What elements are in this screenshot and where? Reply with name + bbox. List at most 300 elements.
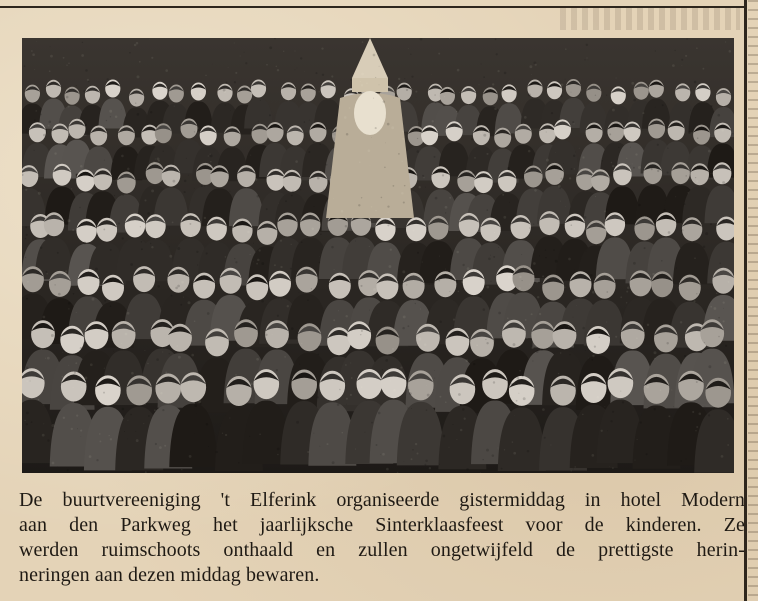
- halftone-dot: [383, 221, 385, 223]
- halftone-dot: [147, 212, 150, 215]
- halftone-dot: [30, 380, 31, 381]
- halftone-dot: [49, 70, 51, 72]
- halftone-dot: [301, 241, 303, 243]
- halftone-dot: [175, 287, 178, 290]
- halftone-dot: [277, 454, 279, 456]
- halftone-dot: [597, 396, 600, 399]
- halftone-dot: [557, 94, 558, 95]
- halftone-dot: [273, 280, 274, 281]
- halftone-dot: [235, 374, 236, 375]
- halftone-dot: [312, 290, 313, 291]
- halftone-dot: [453, 325, 454, 326]
- halftone-dot: [620, 296, 622, 298]
- halftone-dot: [68, 365, 69, 366]
- halftone-dot: [426, 385, 427, 386]
- halftone-dot: [535, 64, 537, 66]
- halftone-dot: [141, 241, 143, 243]
- halftone-dot: [117, 328, 118, 329]
- halftone-dot: [225, 256, 227, 258]
- halftone-dot: [423, 177, 424, 178]
- halftone-dot: [118, 222, 120, 224]
- halftone-dot: [99, 281, 100, 282]
- halftone-dot: [50, 55, 53, 58]
- halftone-dot: [314, 206, 315, 207]
- halftone-dot: [654, 358, 656, 360]
- halftone-dot: [40, 114, 42, 116]
- halftone-dot: [144, 199, 146, 201]
- halftone-dot: [427, 394, 430, 397]
- halftone-dot: [377, 313, 378, 314]
- halftone-dot: [476, 337, 478, 339]
- halftone-dot: [473, 363, 475, 365]
- halftone-dot: [191, 354, 194, 357]
- halftone-dot: [210, 161, 212, 163]
- halftone-dot: [684, 203, 686, 205]
- halftone-dot: [95, 268, 98, 271]
- halftone-dot: [456, 439, 457, 440]
- halftone-dot: [368, 149, 371, 152]
- halftone-dot: [67, 469, 69, 471]
- halftone-dot: [235, 128, 237, 130]
- halftone-dot: [90, 363, 93, 366]
- halftone-dot: [159, 446, 162, 449]
- halftone-dot: [156, 358, 159, 361]
- halftone-dot: [490, 255, 491, 256]
- halftone-dot: [375, 444, 377, 446]
- halftone-dot: [542, 408, 545, 411]
- halftone-dot: [284, 356, 286, 358]
- halftone-dot: [69, 89, 71, 91]
- halftone-dot: [551, 112, 553, 114]
- halftone-dot: [361, 84, 363, 86]
- halftone-dot: [65, 270, 67, 272]
- halftone-dot: [26, 234, 28, 236]
- halftone-dot: [80, 165, 83, 168]
- halftone-dot: [413, 229, 415, 231]
- halftone-dot: [77, 353, 79, 355]
- halftone-dot: [533, 262, 536, 265]
- halftone-dot: [429, 284, 430, 285]
- halftone-dot: [618, 147, 619, 148]
- halftone-dot: [725, 345, 727, 347]
- halftone-dot: [122, 408, 125, 411]
- halftone-dot: [274, 370, 275, 371]
- halftone-dot: [63, 57, 65, 59]
- halftone-dot: [24, 420, 25, 421]
- halftone-dot: [250, 383, 253, 386]
- halftone-dot: [317, 396, 319, 398]
- halftone-dot: [420, 327, 421, 328]
- halftone-dot: [53, 169, 56, 172]
- halftone-dot: [636, 337, 638, 339]
- halftone-dot: [85, 69, 88, 72]
- halftone-dot: [384, 167, 386, 169]
- halftone-dot: [234, 258, 235, 259]
- halftone-dot: [40, 348, 42, 350]
- halftone-dot: [402, 130, 404, 132]
- halftone-dot: [155, 443, 157, 445]
- halftone-dot: [568, 258, 571, 261]
- halftone-dot: [608, 376, 609, 377]
- halftone-dot: [531, 313, 533, 315]
- halftone-dot: [319, 256, 320, 257]
- halftone-dot: [637, 439, 638, 440]
- halftone-dot: [548, 125, 550, 127]
- halftone-dot: [696, 426, 698, 428]
- halftone-dot: [594, 346, 596, 348]
- halftone-dot: [66, 96, 69, 99]
- halftone-dot: [122, 195, 124, 197]
- halftone-dot: [595, 95, 596, 96]
- halftone-dot: [439, 464, 440, 465]
- halftone-dot: [553, 249, 555, 251]
- halftone-dot: [360, 334, 361, 335]
- halftone-dot: [558, 185, 561, 188]
- halftone-dot: [103, 392, 105, 394]
- halftone-dot: [169, 246, 170, 247]
- halftone-dot: [134, 44, 137, 47]
- halftone-dot: [298, 292, 299, 293]
- halftone-dot: [586, 57, 587, 58]
- halftone-dot: [516, 377, 519, 380]
- halftone-dot: [137, 113, 140, 116]
- halftone-dot: [526, 378, 527, 379]
- halftone-dot: [87, 79, 89, 81]
- halftone-dot: [186, 158, 187, 159]
- halftone-dot: [513, 452, 516, 455]
- photo-caption: [5, 488, 745, 588]
- halftone-dot: [429, 467, 431, 469]
- halftone-dot: [344, 116, 347, 119]
- halftone-dot: [722, 219, 725, 222]
- halftone-dot: [136, 439, 139, 442]
- halftone-dot: [359, 161, 361, 163]
- halftone-dot: [626, 158, 627, 159]
- halftone-dot: [34, 69, 35, 70]
- halftone-dot: [27, 122, 28, 123]
- halftone-dot: [493, 381, 495, 383]
- halftone-dot: [194, 188, 195, 189]
- halftone-dot: [277, 315, 279, 317]
- halftone-dot: [676, 267, 677, 268]
- halftone-dot: [222, 433, 223, 434]
- halftone-dot: [110, 116, 111, 117]
- halftone-dot: [616, 77, 617, 78]
- halftone-dot: [611, 162, 612, 163]
- halftone-dot: [402, 270, 405, 273]
- halftone-dot: [229, 191, 230, 192]
- halftone-dot: [485, 339, 486, 340]
- halftone-dot: [210, 153, 211, 154]
- halftone-dot: [155, 158, 156, 159]
- halftone-dot: [40, 246, 43, 249]
- halftone-dot: [204, 217, 206, 219]
- halftone-dot: [582, 414, 584, 416]
- halftone-dot: [718, 336, 720, 338]
- caption-line: De buurtvereeniging 't Elferink organiseerde gistermiddag in hotel Modern: [19, 489, 745, 511]
- halftone-dot: [350, 362, 351, 363]
- halftone-dot: [458, 393, 461, 396]
- group-photo: [22, 38, 734, 473]
- halftone-dot: [680, 321, 682, 323]
- halftone-dot: [51, 334, 54, 337]
- halftone-dot: [253, 262, 254, 263]
- halftone-dot: [612, 411, 614, 413]
- halftone-dot: [208, 446, 209, 447]
- halftone-dot: [84, 123, 87, 126]
- halftone-dot: [363, 270, 364, 271]
- halftone-dot: [708, 365, 711, 368]
- halftone-dot: [386, 468, 389, 471]
- halftone-dot: [71, 428, 73, 430]
- halftone-dot: [189, 455, 192, 458]
- halftone-dot: [54, 284, 55, 285]
- halftone-dot: [104, 160, 105, 161]
- halftone-dot: [197, 264, 198, 265]
- halftone-dot: [719, 263, 720, 264]
- halftone-dot: [255, 178, 258, 181]
- halftone-dot: [383, 379, 384, 380]
- halftone-dot: [156, 320, 157, 321]
- halftone-dot: [503, 216, 506, 219]
- halftone-dot: [127, 312, 130, 315]
- halftone-dot: [312, 228, 315, 231]
- halftone-dot: [591, 359, 593, 361]
- halftone-dot: [434, 370, 435, 371]
- halftone-dot: [203, 81, 204, 82]
- halftone-dot: [411, 76, 413, 78]
- halftone-dot: [32, 53, 35, 56]
- halftone-dot: [25, 238, 26, 239]
- halftone-dot: [445, 401, 447, 403]
- halftone-dot: [402, 138, 404, 140]
- halftone-dot: [646, 385, 649, 388]
- halftone-dot: [206, 423, 209, 426]
- halftone-dot: [632, 163, 633, 164]
- halftone-dot: [216, 451, 218, 453]
- halftone-dot: [612, 467, 614, 469]
- halftone-dot: [339, 389, 340, 390]
- halftone-dot: [319, 389, 320, 390]
- halftone-dot: [285, 200, 287, 202]
- halftone-dot: [522, 375, 524, 377]
- halftone-dot: [52, 462, 55, 465]
- halftone-dot: [569, 177, 571, 179]
- halftone-dot: [178, 356, 181, 359]
- halftone-dot: [198, 127, 199, 128]
- halftone-dot: [76, 312, 77, 313]
- halftone-dot: [138, 267, 141, 270]
- halftone-dot: [380, 454, 381, 455]
- halftone-dot: [82, 188, 83, 189]
- halftone-dot: [534, 189, 537, 192]
- halftone-dot: [581, 89, 582, 90]
- halftone-dot: [355, 449, 356, 450]
- halftone-dot: [467, 267, 470, 270]
- halftone-dot: [201, 185, 203, 187]
- halftone-dot: [277, 69, 279, 71]
- halftone-dot: [181, 469, 182, 470]
- halftone-dot: [235, 261, 237, 263]
- halftone-dot: [630, 165, 631, 166]
- halftone-dot: [210, 154, 213, 157]
- halftone-dot: [375, 127, 377, 129]
- halftone-dot: [57, 252, 59, 254]
- halftone-dot: [145, 376, 146, 377]
- halftone-dot: [25, 257, 26, 258]
- halftone-dot: [338, 310, 339, 311]
- halftone-dot: [703, 246, 706, 249]
- halftone-dot: [388, 212, 389, 213]
- halftone-dot: [258, 121, 259, 122]
- halftone-dot: [130, 263, 133, 266]
- halftone-dot: [130, 414, 132, 416]
- halftone-dot: [586, 251, 587, 252]
- halftone-dot: [633, 167, 635, 169]
- halftone-dot: [522, 280, 523, 281]
- halftone-dot: [73, 293, 75, 295]
- halftone-dot: [684, 355, 686, 357]
- halftone-dot: [492, 454, 495, 457]
- halftone-dot: [385, 143, 386, 144]
- halftone-dot: [431, 74, 432, 75]
- halftone-dot: [493, 256, 495, 258]
- halftone-dot: [565, 206, 566, 207]
- halftone-dot: [705, 232, 708, 235]
- halftone-dot: [653, 408, 656, 411]
- halftone-dot: [114, 195, 115, 196]
- halftone-dot: [28, 174, 29, 175]
- halftone-dot: [223, 89, 226, 92]
- halftone-dot: [110, 249, 112, 251]
- halftone-dot: [682, 65, 683, 66]
- halftone-dot: [416, 97, 417, 98]
- halftone-dot: [33, 150, 34, 151]
- halftone-dot: [168, 346, 169, 347]
- halftone-dot: [124, 431, 125, 432]
- halftone-dot: [536, 350, 539, 353]
- halftone-dot: [450, 275, 452, 277]
- halftone-dot: [229, 417, 230, 418]
- halftone-dot: [674, 50, 675, 51]
- halftone-dot: [479, 84, 480, 85]
- halftone-dot: [558, 373, 559, 374]
- halftone-dot: [573, 155, 576, 158]
- halftone-dot: [696, 381, 698, 383]
- halftone-dot: [458, 291, 460, 293]
- halftone-dot: [244, 324, 245, 325]
- halftone-dot: [517, 130, 518, 131]
- halftone-dot: [507, 167, 510, 170]
- halftone-dot: [313, 142, 314, 143]
- halftone-dot: [327, 443, 329, 445]
- halftone-dot: [424, 464, 426, 466]
- halftone-dot: [334, 269, 335, 270]
- halftone-dot: [722, 181, 725, 184]
- halftone-dot: [340, 100, 341, 101]
- halftone-dot: [326, 164, 328, 166]
- halftone-dot: [43, 316, 46, 319]
- halftone-dot: [576, 305, 577, 306]
- halftone-dot: [169, 353, 170, 354]
- halftone-dot: [631, 82, 634, 85]
- halftone-dot: [291, 327, 294, 330]
- halftone-dot: [565, 79, 566, 80]
- halftone-dot: [512, 441, 513, 442]
- halftone-dot: [333, 319, 335, 321]
- halftone-dot: [256, 358, 259, 361]
- halftone-dot: [504, 72, 507, 75]
- halftone-dot: [31, 50, 33, 52]
- halftone-dot: [307, 451, 309, 453]
- halftone-dot: [207, 312, 210, 315]
- halftone-dot: [47, 357, 50, 360]
- halftone-dot: [724, 361, 727, 364]
- halftone-dot: [690, 110, 691, 111]
- halftone-dot: [434, 94, 436, 96]
- halftone-dot: [727, 418, 729, 420]
- halftone-dot: [415, 303, 416, 304]
- halftone-dot: [582, 327, 585, 330]
- halftone-dot: [140, 226, 141, 227]
- halftone-dot: [555, 152, 556, 153]
- halftone-dot: [238, 462, 239, 463]
- halftone-dot: [80, 430, 82, 432]
- halftone-dot: [52, 128, 54, 130]
- halftone-dot: [194, 131, 195, 132]
- halftone-dot: [560, 201, 561, 202]
- halftone-dot: [439, 320, 442, 323]
- halftone-dot: [588, 358, 589, 359]
- halftone-dot: [561, 178, 563, 180]
- halftone-dot: [588, 60, 589, 61]
- caption-line: neringen aan dezen middag bewaren.: [19, 564, 320, 586]
- halftone-dot: [411, 408, 412, 409]
- halftone-dot: [382, 453, 385, 456]
- halftone-dot: [449, 197, 451, 199]
- halftone-dot: [494, 107, 497, 110]
- halftone-dot: [67, 105, 69, 107]
- halftone-dot: [107, 78, 109, 80]
- halftone-dot: [702, 68, 704, 70]
- halftone-dot: [320, 234, 322, 236]
- halftone-dot: [34, 119, 36, 121]
- halftone-dot: [647, 324, 649, 326]
- halftone-dot: [373, 98, 374, 99]
- halftone-dot: [84, 377, 87, 380]
- halftone-dot: [721, 129, 724, 132]
- halftone-dot: [695, 430, 696, 431]
- halftone-dot: [315, 72, 317, 74]
- halftone-dot: [404, 185, 406, 187]
- halftone-dot: [174, 106, 175, 107]
- halftone-dot: [456, 111, 458, 113]
- halftone-dot: [574, 270, 575, 271]
- halftone-dot: [723, 308, 724, 309]
- halftone-dot: [417, 453, 419, 455]
- halftone-dot: [345, 364, 347, 366]
- halftone-dot: [692, 411, 694, 413]
- halftone-dot: [565, 48, 567, 50]
- halftone-dot: [449, 447, 450, 448]
- halftone-dot: [332, 290, 333, 291]
- halftone-dot: [233, 230, 235, 232]
- halftone-dot: [490, 281, 491, 282]
- halftone-dot: [261, 300, 264, 303]
- halftone-dot: [700, 93, 701, 94]
- halftone-dot: [504, 449, 505, 450]
- halftone-dot: [342, 432, 344, 434]
